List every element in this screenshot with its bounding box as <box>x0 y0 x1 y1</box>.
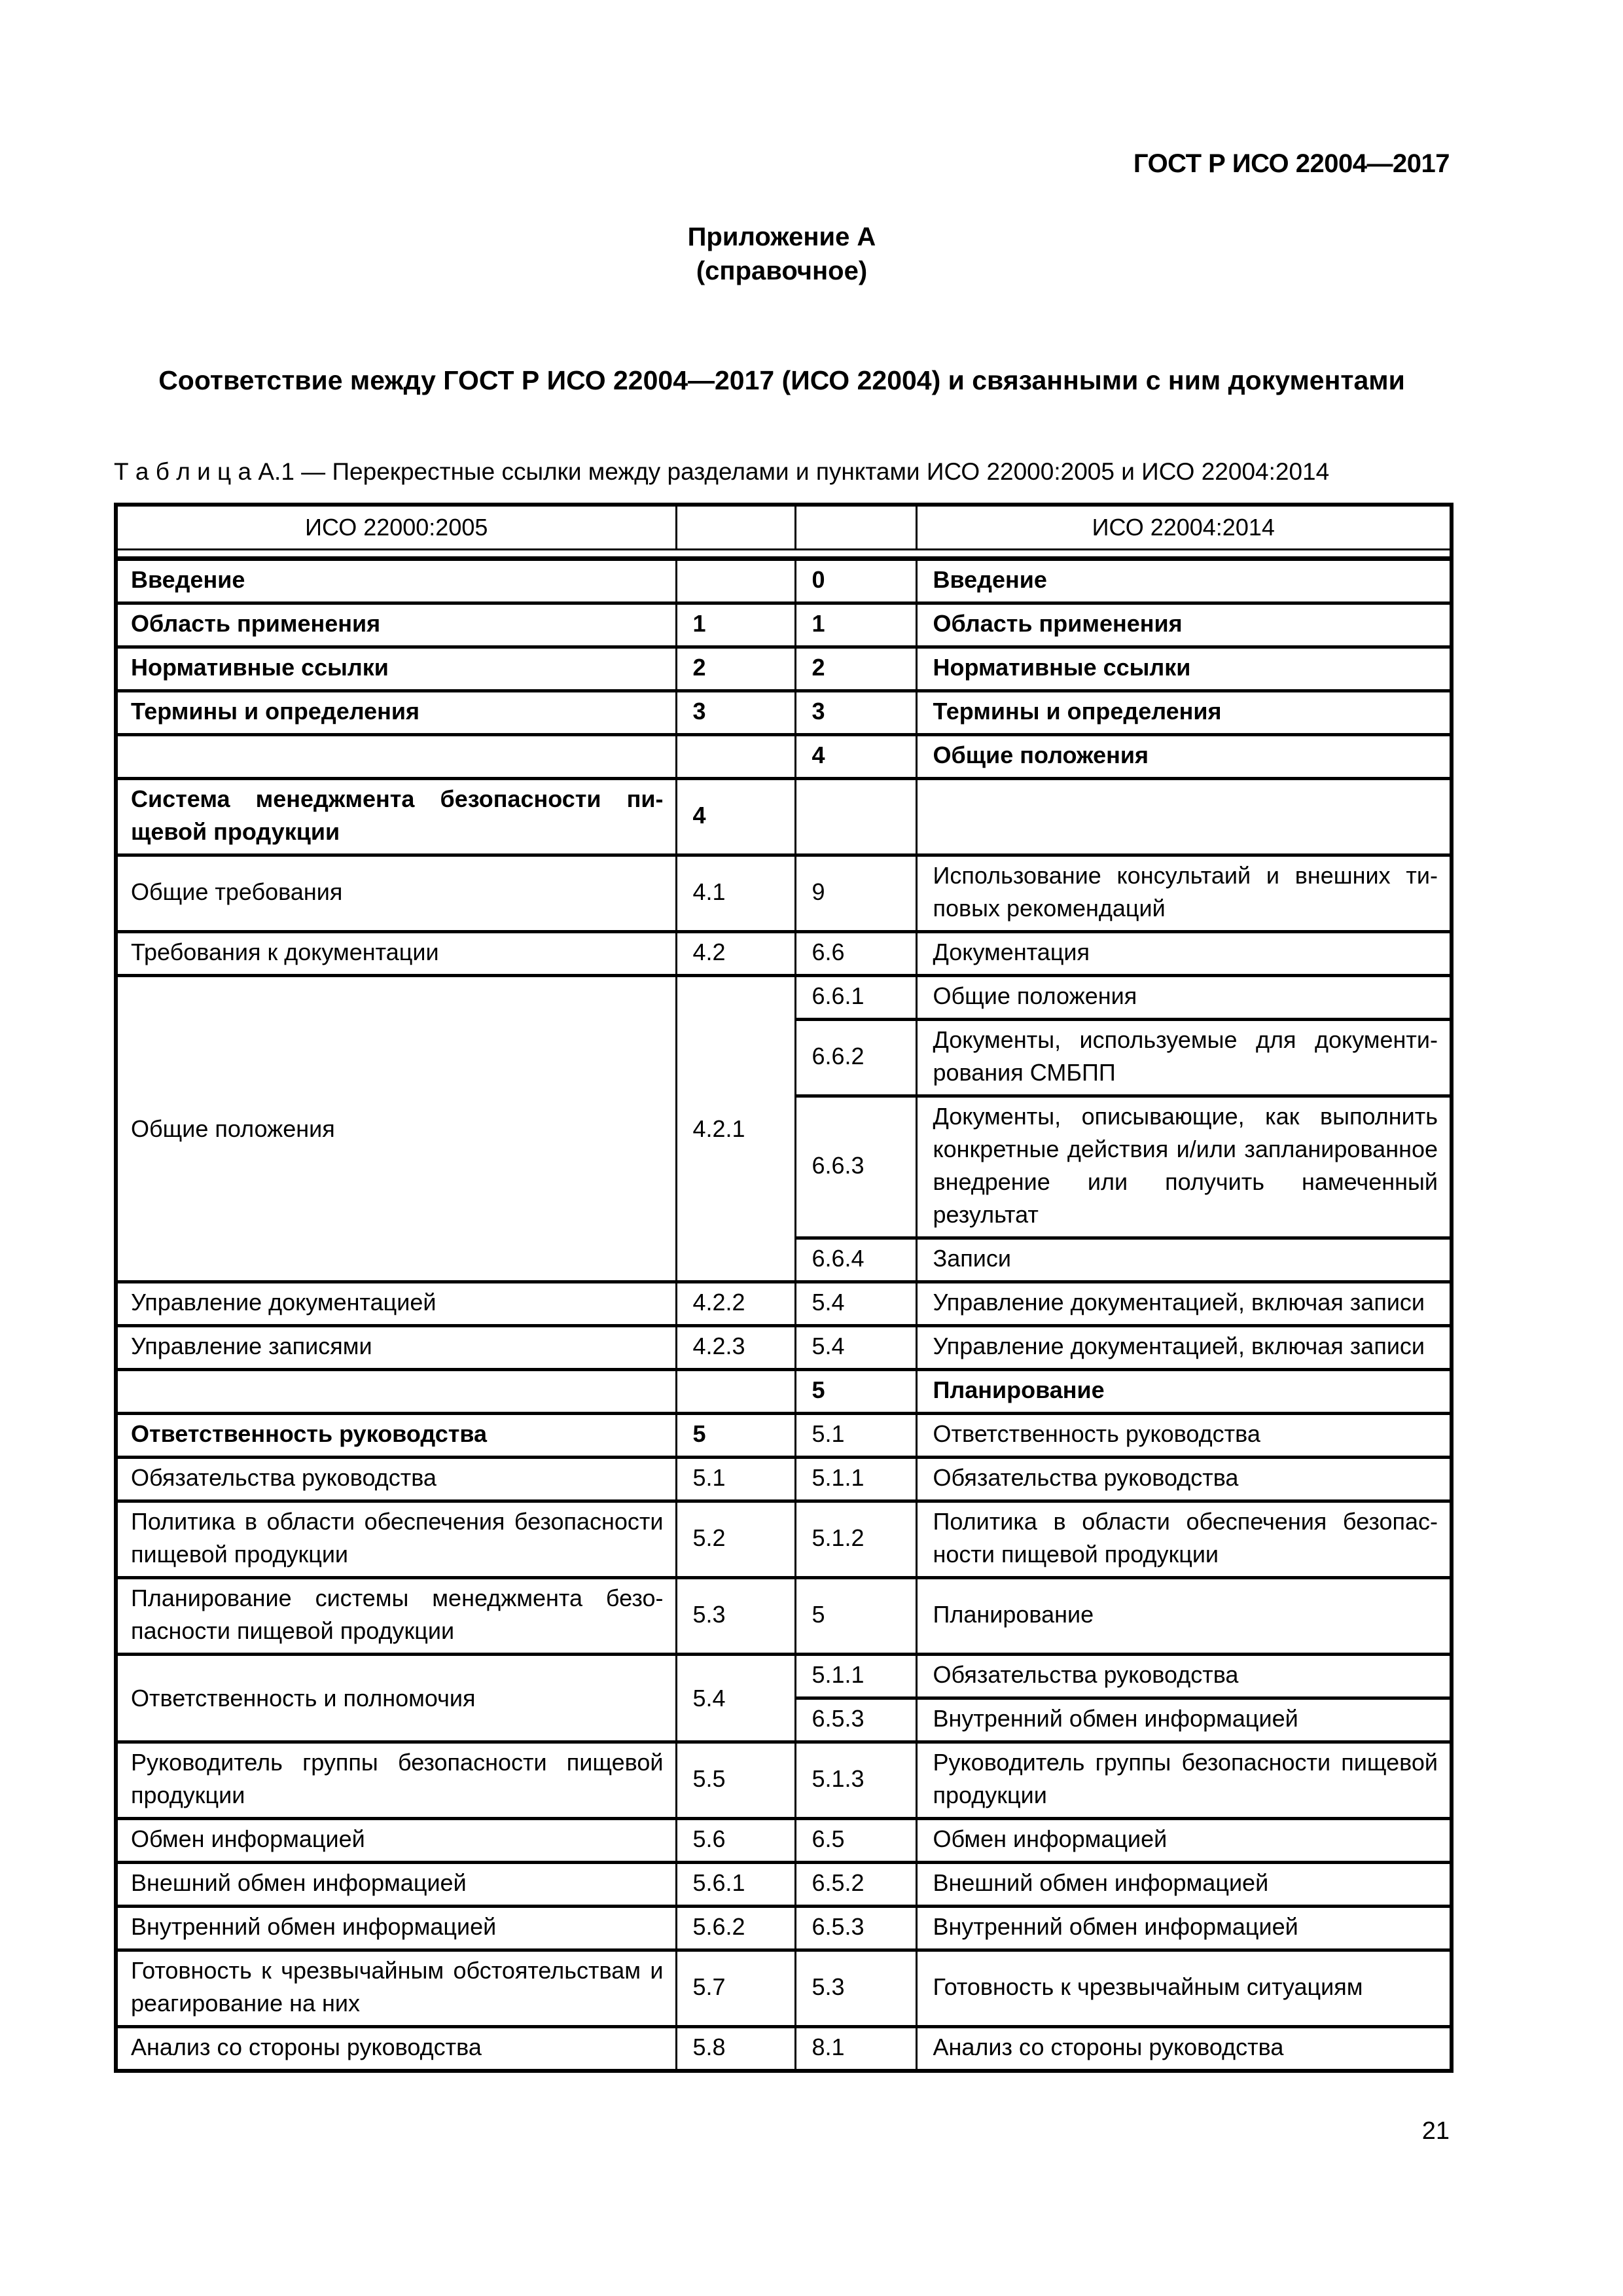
cell-left-title: Ответственность и полномочия <box>116 1655 676 1742</box>
table-row <box>116 735 1452 779</box>
cell-right-clause: 5.1.3 <box>795 1742 916 1819</box>
cell-right-clause: 5.3 <box>795 1950 916 2027</box>
cell-right-title: Обязательства руководства <box>916 1655 1452 1698</box>
cell-left-title: Анализ со стороны руководства <box>116 2027 676 2072</box>
cell-right-title: Документы, описывающие, как выполнить конкретные действия и/или запланированное внедрение или получить намеченный результат <box>916 1096 1452 1238</box>
table-row <box>116 1326 1452 1370</box>
cell-left-clause: 5.7 <box>676 1950 795 2027</box>
cell-right-clause: 5.1.1 <box>795 1458 916 1501</box>
cell-left-title: Система менеджмента безопасности пищевой продукции <box>116 779 676 855</box>
cell-right-title: Область применения <box>916 603 1452 647</box>
cell-right-title: Введение <box>916 559 1452 603</box>
table-row <box>116 1819 1452 1863</box>
cell-left-clause: 3 <box>676 691 795 735</box>
cell-right-title: Общие положения <box>916 735 1452 779</box>
cell-right-clause: 3 <box>795 691 916 735</box>
cell-right-title: Готовность к чрезвычайным ситуациям <box>916 1950 1452 2027</box>
cell-right-clause: 6.6.4 <box>795 1238 916 1282</box>
cell-left-clause: 4.1 <box>676 855 795 932</box>
cell-right-clause: 6.5.2 <box>795 1863 916 1907</box>
cell-left-clause: 4.2.2 <box>676 1282 795 1326</box>
table-row <box>116 1742 1452 1819</box>
cell-left-title: Область применения <box>116 603 676 647</box>
page-number: 21 <box>1421 2117 1450 2145</box>
cell-left-title: Ответственность руководства <box>116 1414 676 1458</box>
cell-right-clause: 5.4 <box>795 1326 916 1370</box>
cell-left-clause: 5.3 <box>676 1578 795 1655</box>
cell-right-clause: 4 <box>795 735 916 779</box>
cell-right-clause: 0 <box>795 559 916 603</box>
cell-right-clause: 6.6.2 <box>795 1020 916 1096</box>
table-row <box>116 932 1452 976</box>
cell-right-clause: 5 <box>795 1370 916 1414</box>
cell-left-title: Нормативные ссылки <box>116 647 676 691</box>
cell-left-title: Общие положения <box>116 976 676 1282</box>
cell-left-clause: 5.6 <box>676 1819 795 1863</box>
cell-right-clause: 5.1.2 <box>795 1501 916 1578</box>
cell-left-title: Введение <box>116 559 676 603</box>
cell-right-title: Использование консультаий и внешних типовых рекомендаций <box>916 855 1452 932</box>
cell-right-clause: 8.1 <box>795 2027 916 2072</box>
cell-right-title: Управление документацией, включая записи <box>916 1326 1452 1370</box>
cell-left-clause: 1 <box>676 603 795 647</box>
table-row <box>116 603 1452 647</box>
cell-left-title: Готовность к чрезвычайным обстоятельствам и реагирование на них <box>116 1950 676 2027</box>
cell-left-clause: 2 <box>676 647 795 691</box>
cell-right-title: Термины и определения <box>916 691 1452 735</box>
cell-left-title <box>116 735 676 779</box>
table-row <box>116 779 1452 855</box>
header-cell-left-clause <box>676 505 795 550</box>
annex-heading <box>114 220 1450 288</box>
cell-left-clause: 4 <box>676 779 795 855</box>
table-row <box>116 976 1452 1020</box>
cell-right-title: Внутренний обмен информацией <box>916 1698 1452 1742</box>
table-row <box>116 1655 1452 1698</box>
cell-left-clause: 5.1 <box>676 1458 795 1501</box>
cell-right-clause: 5.1.1 <box>795 1655 916 1698</box>
cell-right-title: Руководитель группы безопасности пищевой продукции <box>916 1742 1452 1819</box>
cell-right-title <box>916 779 1452 855</box>
cell-left-title: Управление записями <box>116 1326 676 1370</box>
cell-right-clause: 6.5 <box>795 1819 916 1863</box>
cell-right-title: Планирование <box>916 1578 1452 1655</box>
cell-left-clause: 5 <box>676 1414 795 1458</box>
cell-left-clause: 5.6.2 <box>676 1907 795 1950</box>
cell-left-title: Руководитель группы безопасности пищевой продукции <box>116 1742 676 1819</box>
cell-right-clause: 5.4 <box>795 1282 916 1326</box>
cell-left-clause: 5.8 <box>676 2027 795 2072</box>
cell-right-title: Обмен информацией <box>916 1819 1452 1863</box>
cell-left-title <box>116 1370 676 1414</box>
cell-right-clause: 6.6.1 <box>795 976 916 1020</box>
cell-left-title: Обязательства руководства <box>116 1458 676 1501</box>
cell-left-clause: 4.2.3 <box>676 1326 795 1370</box>
cell-left-title: Обмен информацией <box>116 1819 676 1863</box>
cell-left-clause <box>676 559 795 603</box>
table-row <box>116 1370 1452 1414</box>
cell-right-title: Ответственность руководства <box>916 1414 1452 1458</box>
table-caption: Т а б л и ц а А.1 — Перекрестные ссылки между разделами и пунктами ИСО 22000:2005 и ИСО 22004:2014 <box>114 458 1330 485</box>
table-row <box>116 1414 1452 1458</box>
cell-left-clause: 4.2.1 <box>676 976 795 1282</box>
cell-left-clause: 5.5 <box>676 1742 795 1819</box>
table-header-row <box>116 505 1452 550</box>
table-row <box>116 1282 1452 1326</box>
table-row <box>116 1578 1452 1655</box>
table-row <box>116 1501 1452 1578</box>
cell-right-clause: 6.5.3 <box>795 1698 916 1742</box>
table-row <box>116 691 1452 735</box>
cell-right-title: Обязательства руководства <box>916 1458 1452 1501</box>
cell-right-clause: 5 <box>795 1578 916 1655</box>
cell-right-clause: 6.5.3 <box>795 1907 916 1950</box>
cell-left-title: Общие требования <box>116 855 676 932</box>
cell-right-title: Записи <box>916 1238 1452 1282</box>
header-cell-right-clause <box>795 505 916 550</box>
cell-right-clause <box>795 779 916 855</box>
annex-kind: (справочное) <box>696 257 868 285</box>
header-cell-iso22000: ИСО 22000:2005 <box>116 505 676 550</box>
cell-right-title: Управление документацией, включая записи <box>916 1282 1452 1326</box>
cell-right-clause: 6.6.3 <box>795 1096 916 1238</box>
cell-left-title: Планирование системы менеджмента безопасности пищевой продукции <box>116 1578 676 1655</box>
cell-right-title: Внутренний обмен информацией <box>916 1907 1452 1950</box>
cell-right-title: Внешний обмен информацией <box>916 1863 1452 1907</box>
table-row <box>116 1458 1452 1501</box>
cell-right-clause: 9 <box>795 855 916 932</box>
cell-left-clause: 4.2 <box>676 932 795 976</box>
cell-right-title: Нормативные ссылки <box>916 647 1452 691</box>
table-row <box>116 647 1452 691</box>
cell-left-title: Политика в области обеспечения безопасности пищевой продукции <box>116 1501 676 1578</box>
cell-right-title: Документы, используемые для документирования СМБПП <box>916 1020 1452 1096</box>
cell-left-title: Требования к документации <box>116 932 676 976</box>
cell-left-clause: 5.4 <box>676 1655 795 1742</box>
cell-left-clause <box>676 735 795 779</box>
header-cell-iso22004: ИСО 22004:2014 <box>916 505 1452 550</box>
cell-left-clause <box>676 1370 795 1414</box>
table-row <box>116 1907 1452 1950</box>
table-row <box>116 1863 1452 1907</box>
cell-right-clause: 2 <box>795 647 916 691</box>
table-row <box>116 855 1452 932</box>
cell-right-clause: 6.6 <box>795 932 916 976</box>
header-double-rule <box>116 550 1452 559</box>
cell-right-title: Политика в области обеспечения безопасности пищевой продукции <box>916 1501 1452 1578</box>
cell-left-clause: 5.2 <box>676 1501 795 1578</box>
cell-right-title: Анализ со стороны руководства <box>916 2027 1452 2072</box>
cell-left-title: Термины и определения <box>116 691 676 735</box>
document-title: Соответствие между ГОСТ Р ИСО 22004—2017 (ИСО 22004) и связанными с ним документами <box>158 365 1405 395</box>
table-row <box>116 559 1452 603</box>
cross-reference-table <box>114 503 1454 2073</box>
annex-name: Приложение А <box>687 223 876 251</box>
cell-right-title: Общие положения <box>916 976 1452 1020</box>
table-row <box>116 2027 1452 2072</box>
cell-left-title: Внутренний обмен информацией <box>116 1907 676 1950</box>
cell-right-clause: 5.1 <box>795 1414 916 1458</box>
cell-left-title: Управление документацией <box>116 1282 676 1326</box>
table-row <box>116 1950 1452 2027</box>
cell-right-title: Планирование <box>916 1370 1452 1414</box>
cell-right-clause: 1 <box>795 603 916 647</box>
cell-left-title: Внешний обмен информацией <box>116 1863 676 1907</box>
cell-right-title: Документация <box>916 932 1452 976</box>
running-header: ГОСТ Р ИСО 22004—2017 <box>1133 149 1450 178</box>
cell-left-clause: 5.6.1 <box>676 1863 795 1907</box>
